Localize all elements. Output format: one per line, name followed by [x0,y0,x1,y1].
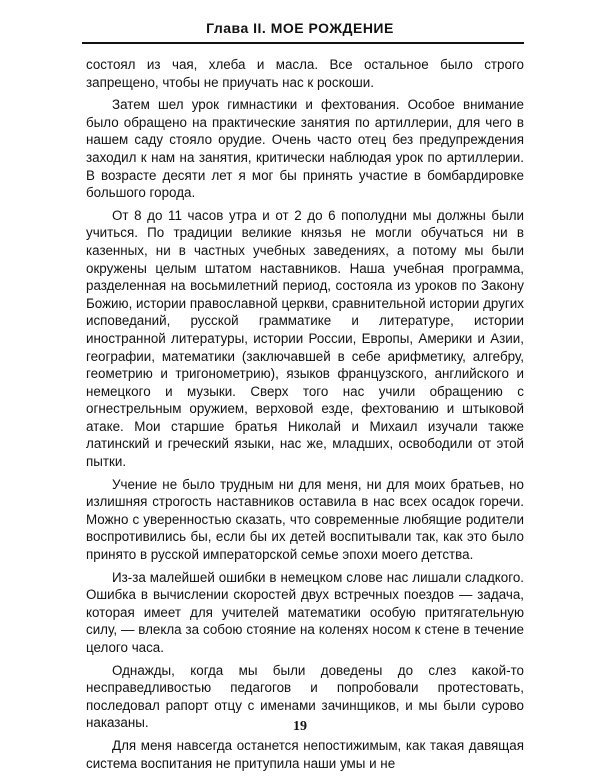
paragraph-1: состоял из чая, хлеба и масла. Все остальное было строго запрещено, чтобы не приучать нас к роскоши. [86,57,524,90]
running-head: Глава II. МОЕ РОЖДЕНИЕ [206,20,394,36]
paragraph-2: Затем шел урок гимнастики и фехтования. Особое внимание было обращено на практические занятия по артиллерии, для чего в нашем саду стояло орудие. Очень часто отец без предупреждения заходил к нам на занятия, критически наблюдая урок по артиллерии. В возрасте десяти лет я мог бы принять участие в бомбардировке большого города. [86,97,524,201]
paragraph-6: Однажды, когда мы были доведены до слез какой-то несправедливостью педагогов и попробовали протестовать, последовал рапорт отцу с именами зачинщиков, и мы были сурово наказаны. [86,662,524,731]
page-number: 19 [293,719,307,734]
paragraph-5: Из-за малейшей ошибки в немецком слове нас лишали сладкого. Ошибка в вычислении скоростей двух встречных поездов — задача, которая имеет для учителей математики особую притягательную силу, — влекла за собою стояние на коленях носом к стене в течение целого часа. [86,569,524,655]
paragraph-3: От 8 до 11 часов утра и от 2 до 6 пополудни мы должны были учиться. По традиции великие князья не могли обучаться ни в казенных, ни в частных учебных заведениях, а потому мы были окружены целым штатом наставников. Наша учебная программа, разделенная на восьмилетний период, состояла из уроков по Закону Божию, истории православной церкви, сравнительной истории других исповеданий, русской грамматике и литературе, истории иностранной литературы, истории России, Европы, Америки и Азии, географии, математики (заключавшей в себе арифметику, алгебру, геометрию и тригонометрию), языков французского, английского и немецкого и музыки. Сверх того нас учили обращению с огнестрельным оружием, верховой езде, фехтованию и штыковой атаке. Мои старшие братья Николай и Михаил изучали также латинский и греческий языки, нас же, младших, освободили от этой пытки. [86,207,524,470]
paragraph-4: Учение не было трудным ни для меня, ни для моих братьев, но излишняя строгость наставников оставила в нас всех осадок горечи. Можно с уверенностью сказать, что современные любящие родители воспротивились бы, если бы их детей воспитывали так, как это было принято в русской императорской семье эпохи моего детства. [86,476,524,563]
header-rule [82,42,524,44]
body-text [86,56,524,777]
paragraph-7: Для меня навсегда останется непостижимым, как такая давящая система воспитания не притупила наши умы и не [86,737,524,771]
